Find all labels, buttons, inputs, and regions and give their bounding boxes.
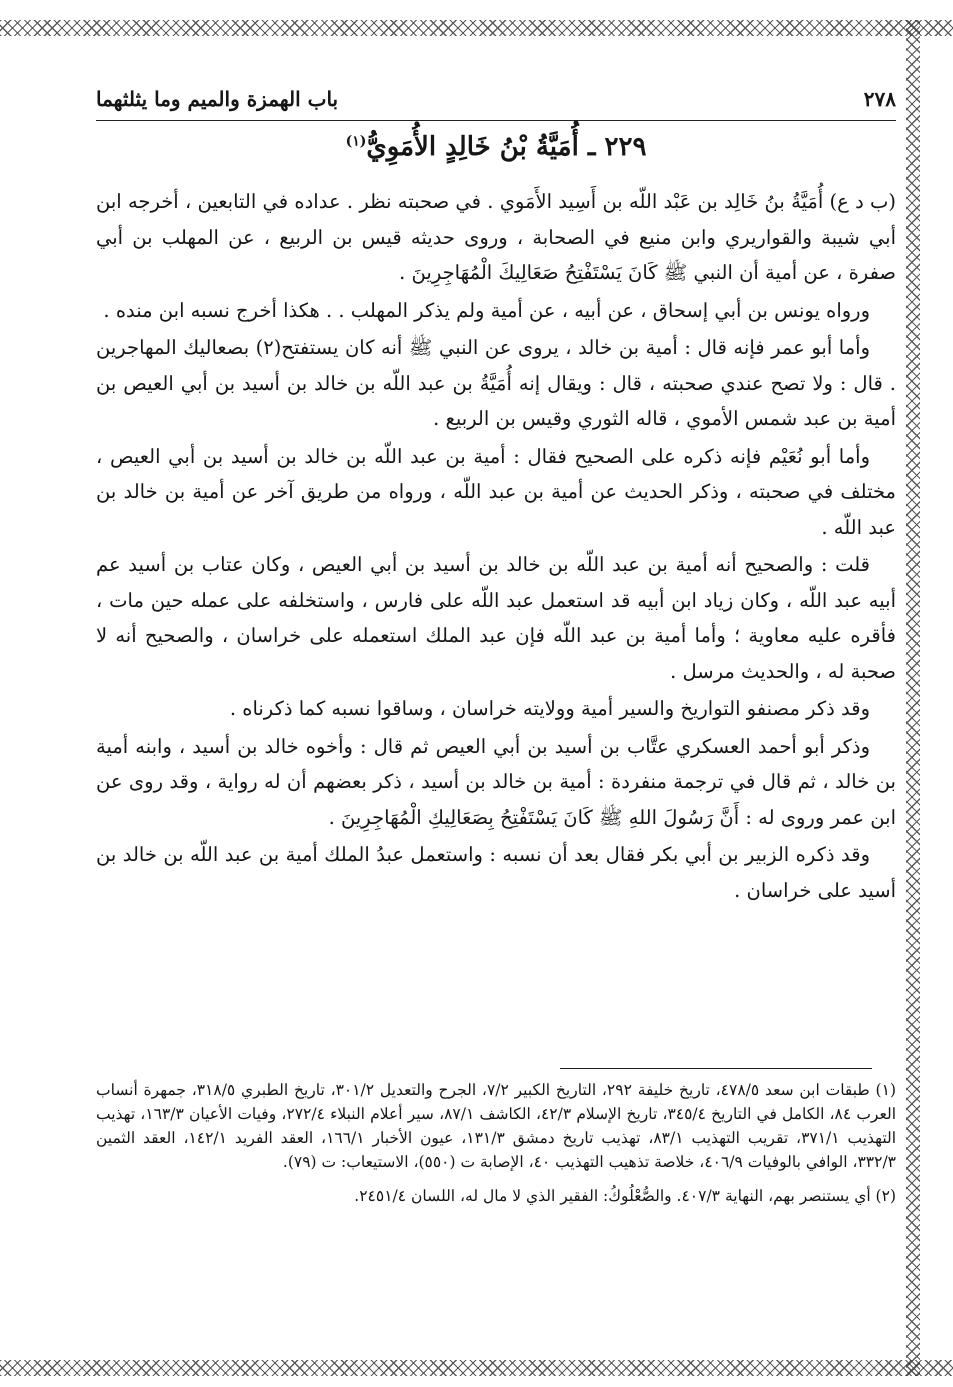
header-divider	[96, 120, 896, 121]
footnote-divider	[560, 1068, 872, 1069]
footnote: (٢) أي يستنصر بهم، النهاية ٤٠٧/٣. والصُّعْلُوكُ: الفقير الذي لا مال له، اللسان ٢٤٥١/٤.	[354, 1187, 896, 1205]
main-text	[96, 184, 896, 910]
right-ornamental-border	[906, 20, 920, 1376]
paragraph: وأما أبو نُعَيْم فإنه ذكره على الصحيح فقال : أمية بن عبد اللّه بن خالد بن أسيد بن أبي العيص ، مختلف في صحبته ، وذكر الحديث عن أمية بن عبد اللّه ، ورواه من طريق آخر عن أمية بن خالد بن عبد اللّه .	[96, 444, 896, 539]
running-header	[96, 82, 896, 116]
paragraph: وقد ذكر مصنفو التواريخ والسير أمية وولايته خراسان ، وساقوا نسبه كما ذكرناه .	[229, 697, 870, 720]
paragraph: ورواه يونس بن أبي إسحاق ، عن أبيه ، عن أمية ولم يذكر المهلب . . هكذا أخرج نسبه ابن منده .	[103, 298, 870, 322]
entry-title-text: ٢٢٩ ـ أُمَيَّةُ بْنُ خَالِدٍ الأُمَوِيُّ	[366, 132, 647, 162]
paragraph: وقد ذكره الزبير بن أبي بكر فقال بعد أن نسبه : واستعمل عبدُ الملك أمية بن عبد اللّه بن خالد بن أسيد على خراسان .	[96, 843, 896, 902]
top-ornamental-border	[0, 20, 953, 36]
entry-title-footnote-marker: (١)	[345, 133, 367, 150]
chapter-title: باب الهمزة والميم وما يثلثهما	[96, 87, 339, 111]
bottom-ornamental-border	[0, 1360, 953, 1376]
footnote: (١) طبقات ابن سعد ٤٧٨/٥، تاريخ خليفة ٢٩٢، التاريخ الكبير ٧/٢، الجرح والتعديل ٣٠١/٢، تاريخ الطبري ٣١٨/٥، جمهرة أنساب العرب ٨٤، الكامل في التاريخ ٣٤٥/٤، تاريخ الإسلام ٤٢/٣، الكاشف ٨٧/١، سير أعلام النبلاء ٢٧٢/٤، وفيات الأعيان ١٦٣/٣، تهذيب التهذيب ٣٧١/١، تقريب التهذيب ٨٣/١، تهذيب تاريخ دمشق ١٣١/٣، عيون الأخبار ١٦٦/١، العقد الفريد ١٤٢/١، العقد الثمين ٣٣٢/٣، الوافي بالوفيات ٤٠٦/٩، خلاصة تذهيب التهذيب ٤٠، الإصابة ت (٥٥٠)، الاستيعاب: ت (٧٩).	[96, 1081, 897, 1171]
paragraph: وأما أبو عمر فإنه قال : أمية بن خالد ، يروى عن النبي ﷺ أنه كان يستفتح(٢) بصعاليك المهاجرين . قال : ولا تصح عندي صحبته ، قال : ويقال إنه أُمَيَّةُ بن عبد اللّه بن خالد بن أسيد بن أبي العيص بن أمية بن عبد شمس الأموي ، قاله الثوري وقيس بن الربيع .	[96, 336, 896, 430]
paragraph: قلت : والصحيح أنه أمية بن عبد اللّه بن خالد بن أسيد بن أبي العيص ، وكان عتاب بن أسيد عم أبيه عبد اللّه ، وكان زياد ابن أبيه قد استعمل عبد اللّه على فارس ، واستخلفه على عمله حين مات ، فأقره عليه معاوية ؛ وأما أمية بن عبد اللّه فإن عبد الملك استعمله على خراسان ، والصحيح أنه لا صحبة له ، والحديث مرسل .	[96, 553, 896, 683]
entry-title	[96, 132, 896, 162]
footnotes	[96, 1078, 896, 1218]
paragraph: وذكر أبو أحمد العسكري عتَّاب بن أسيد بن أبي العيص ثم قال : وأخوه خالد بن أسيد ، وابنه أمية بن خالد ، ثم قال في ترجمة منفردة : أمية بن خالد بن أسيد ، ذكر بعضهم أن له رواية ، وقد روى عن ابن عمر وروى له : أَنَّ رَسُولَ اللهِ ﷺ كَانَ يَسْتَفْتِحُ بِصَعَالِيكِ الْمُهَاجِرِينَ .	[96, 734, 896, 829]
page-number: ٢٧٨	[863, 87, 896, 111]
paragraph: (ب د ع) أُمَيَّةُ بنُ خَالِد بن عَبْد اللّه بن أَسِيد الأَمَوي . في صحبته نظر . عداده في التابعين ، أخرجه ابن أبي شيبة والقواريري وابن منيع في الصحابة ، وروى حديثه قيس بن الربيع ، عن المهلب بن أبي صفرة ، عن أمية أن النبي ﷺ كَانَ يَسْتَفْتِحُ صَعَالِيكَ الْمُهَاجِرِينَ .	[96, 190, 896, 284]
